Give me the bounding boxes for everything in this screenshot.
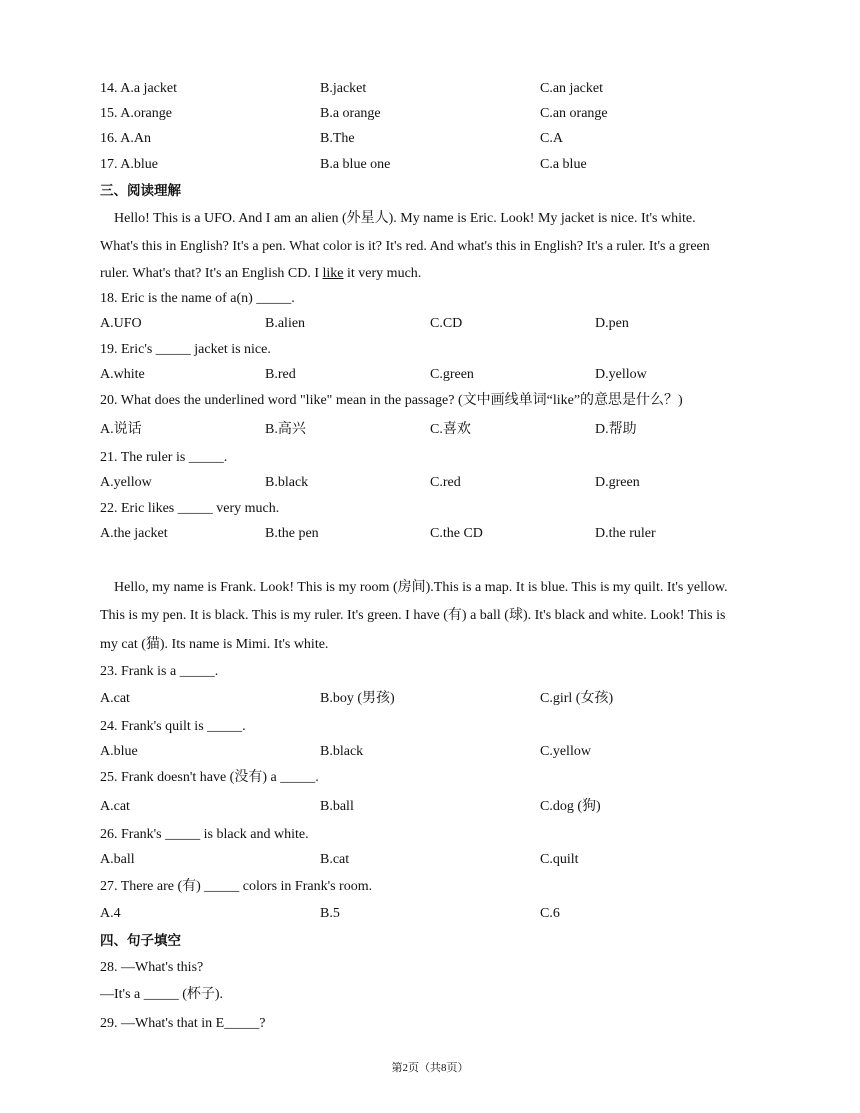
q16-option-c: C.A [540, 131, 563, 146]
q21-option-b: B.black [265, 475, 309, 490]
q25-stem: 25. Frank doesn't have (没有) a _____. [100, 770, 319, 785]
q25-option-a: A.cat [100, 799, 130, 814]
q22-option-b: B.the pen [265, 526, 319, 541]
q23-stem: 23. Frank is a _____. [100, 664, 219, 679]
q21-option-d: D.green [595, 475, 640, 490]
passage1-line1: Hello! This is a UFO. And I am an alien (外星人). My name is Eric. Look! My jacket is nice. It's white. [114, 211, 696, 226]
q14-option-b: B.jacket [320, 81, 367, 96]
q14-option-a: 14. A.a jacket [100, 81, 177, 96]
q24-option-a: A.blue [100, 744, 138, 759]
q22-option-d: D.the ruler [595, 526, 656, 541]
q24-stem: 24. Frank's quilt is _____. [100, 719, 246, 734]
passage1-line3-before: ruler. What's that? It's an English CD. I [100, 266, 323, 281]
q18-option-c: C.CD [430, 316, 463, 331]
q22-option-c: C.the CD [430, 526, 483, 541]
q17-option-c: C.a blue [540, 157, 587, 172]
q18-stem: 18. Eric is the name of a(n) _____. [100, 291, 295, 306]
q19-option-a: A.white [100, 367, 145, 382]
q27-option-b: B.5 [320, 906, 340, 921]
passage2-line3: my cat (猫). Its name is Mimi. It's white. [100, 637, 329, 652]
q23-option-a: A.cat [100, 691, 130, 706]
q24-option-b: B.black [320, 744, 364, 759]
q20-stem: 20. What does the underlined word "like" mean in the passage? (文中画线单词“like”的意思是什么？) [100, 393, 683, 408]
q18-option-d: D.pen [595, 316, 629, 331]
page-footer: 第2页（共8页） [391, 1062, 469, 1074]
passage2-line1: Hello, my name is Frank. Look! This is my room (房间).This is a map. It is blue. This is my quilt. It's yellow. [114, 580, 728, 595]
q27-stem: 27. There are (有) _____ colors in Frank's room. [100, 879, 373, 894]
q28-question: 28. —What's this? [100, 960, 204, 975]
q17-option-a: 17. A.blue [100, 157, 158, 172]
q27-option-a: A.4 [100, 906, 121, 921]
underlined-word-like: like [322, 266, 344, 281]
passage1-line3-after: it very much. [343, 266, 422, 281]
q19-option-d: D.yellow [595, 367, 647, 382]
q25-option-b: B.ball [320, 799, 354, 814]
q15-option-b: B.a orange [320, 106, 381, 121]
passage1-line3 [100, 265, 770, 283]
q18-option-b: B.alien [265, 316, 306, 331]
q18-option-a: A.UFO [100, 316, 142, 331]
q26-option-b: B.cat [320, 852, 350, 867]
q29-question: 29. —What's that in E_____? [100, 1016, 266, 1031]
q28-answer-line: —It's a _____ (杯子). [100, 987, 224, 1002]
passage2-line2: This is my pen. It is black. This is my ruler. It's green. I have (有) a ball (球). It's black and white. Look! This is [100, 608, 726, 623]
q22-stem: 22. Eric likes _____ very much. [100, 501, 280, 516]
q15-option-a: 15. A.orange [100, 106, 172, 121]
q21-stem: 21. The ruler is _____. [100, 450, 228, 465]
q20-option-b: B.高兴 [265, 422, 306, 437]
q23-option-b: B.boy (男孩) [320, 691, 395, 706]
q21-option-c: C.red [430, 475, 461, 490]
q14-option-c: C.an jacket [540, 81, 603, 96]
section4-heading: 四、句子填空 [100, 933, 181, 949]
q20-option-a: A.说话 [100, 422, 142, 437]
q19-option-c: C.green [430, 367, 474, 382]
q24-option-c: C.yellow [540, 744, 591, 759]
q20-option-d: D.帮助 [595, 422, 637, 437]
q26-stem: 26. Frank's _____ is black and white. [100, 827, 309, 842]
q21-option-a: A.yellow [100, 475, 152, 490]
q27-option-c: C.6 [540, 906, 560, 921]
q22-option-a: A.the jacket [100, 526, 168, 541]
q15-option-c: C.an orange [540, 106, 608, 121]
q16-option-a: 16. A.An [100, 131, 151, 146]
q19-option-b: B.red [265, 367, 296, 382]
passage1-line2: What's this in English? It's a pen. What color is it? It's red. And what's this in English? It's a ruler. It's a green [100, 239, 710, 254]
q26-option-c: C.quilt [540, 852, 579, 867]
q17-option-b: B.a blue one [320, 157, 391, 172]
q20-option-c: C.喜欢 [430, 422, 471, 437]
q16-option-b: B.The [320, 131, 355, 146]
q26-option-a: A.ball [100, 852, 135, 867]
section3-heading: 三、阅读理解 [100, 183, 181, 199]
q23-option-c: C.girl (女孩) [540, 691, 614, 706]
q19-stem: 19. Eric's _____ jacket is nice. [100, 342, 271, 357]
q25-option-c: C.dog (狗) [540, 799, 601, 814]
